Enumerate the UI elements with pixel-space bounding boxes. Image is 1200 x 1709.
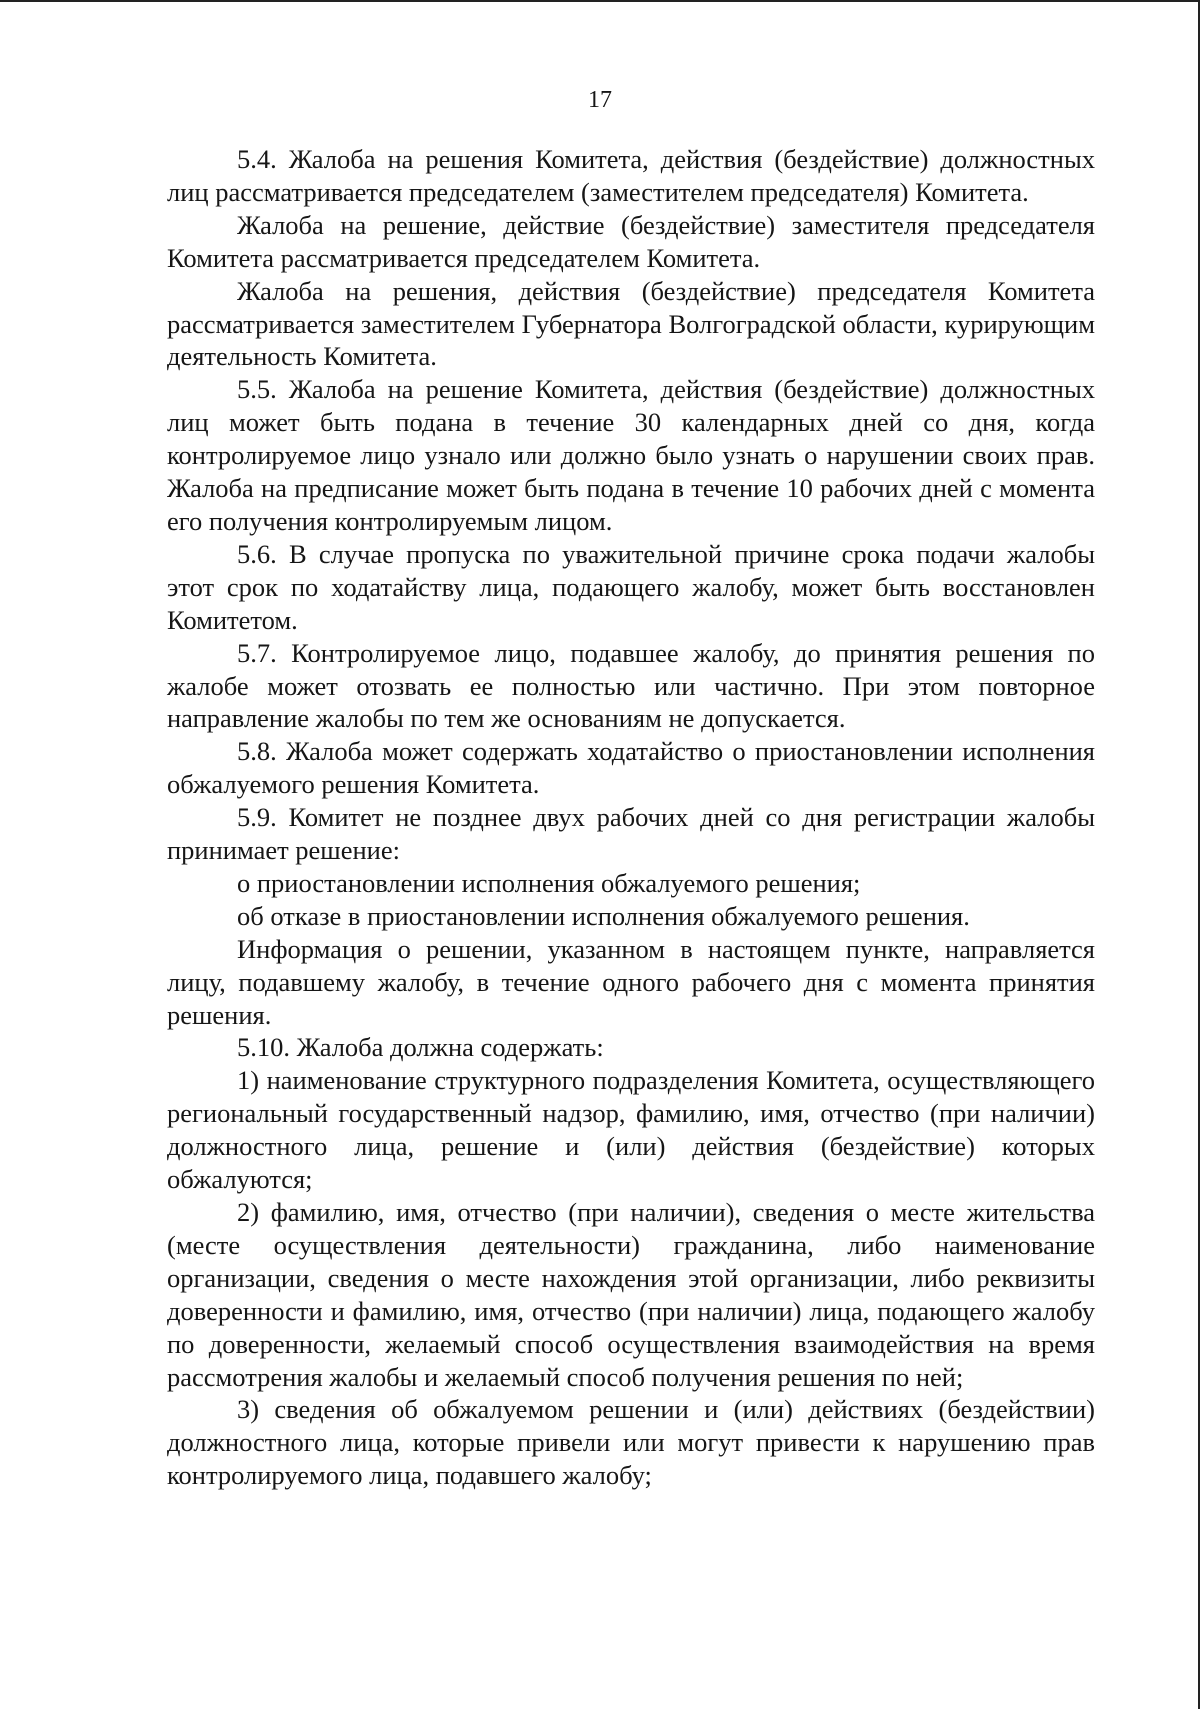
page-number: 17 — [588, 87, 612, 113]
paragraph-5-9-option-suspend: о приостановлении исполнения обжалуемого решения; — [237, 867, 861, 898]
paragraph-5-6: 5.6. В случае пропуска по уважительной причине срока подачи жалобы этот срок по ходатайству лица, подающего жалобу, может быть восстановлен Комитетом. — [167, 538, 1095, 635]
paragraph-5-9-information: Информация о решении, указанном в настоящем пункте, направляется лицу, подавшему жалобу, в течение одного рабочего дня с момента принятия решения. — [167, 933, 1095, 1030]
paragraph-5-4-chairman: Жалоба на решения, действия (бездействие) председателя Комитета рассматривается заместителем Губернатора Волгоградской области, курирующим деятельность Комитета. — [167, 275, 1095, 372]
paragraph-5-10-item-2: 2) фамилию, имя, отчество (при наличии), сведения о месте жительства (месте осуществления деятельности) гражданина, либо наименование организации, сведения о месте нахождения этой организации, либо реквизиты доверенности и фамилию, имя, отчество (при наличии) лица, подающего жалобу по доверенности, желаемый способ осуществления взаимодействия на время рассмотрения жалобы и желаемый способ получения решения по ней; — [167, 1197, 1095, 1392]
scan-edge-top — [0, 0, 1200, 2]
document-body — [167, 143, 1095, 1492]
paragraph-5-10-item-3: 3) сведения об обжалуемом решении и (или) действиях (бездействии) должностного лица, которые привели или могут привести к нарушению прав контролируемого лица, подавшего жалобу; — [167, 1394, 1095, 1491]
paragraph-5-7: 5.7. Контролируемое лицо, подавшее жалобу, до принятия решения по жалобе может отозвать ее полностью или частично. При этом повторное направление жалобы по тем же основаниям не допускается. — [167, 637, 1095, 734]
paragraph-5-8: 5.8. Жалоба может содержать ходатайство о приостановлении исполнения обжалуемого решения Комитета. — [167, 736, 1095, 800]
paragraph-5-9: 5.9. Комитет не позднее двух рабочих дней со дня регистрации жалобы принимает решение: — [167, 802, 1095, 866]
paragraph-5-9-option-refuse: об отказе в приостановлении исполнения обжалуемого решения. — [237, 900, 970, 931]
paragraph-5-4-deputy: Жалоба на решение, действие (бездействие) заместителя председателя Комитета рассматривается председателем Комитета. — [167, 209, 1095, 273]
paragraph-5-4: 5.4. Жалоба на решения Комитета, действия (бездействие) должностных лиц рассматривается председателем (заместителем председателя) Комитета. — [167, 144, 1095, 207]
paragraph-5-10-item-1: 1) наименование структурного подразделения Комитета, осуществляющего региональный государственный надзор, фамилию, имя, отчество (при наличии) должностного лица, решение и (или) действия (бездействие) которых обжалуются; — [167, 1065, 1095, 1195]
paragraph-5-5: 5.5. Жалоба на решение Комитета, действия (бездействие) должностных лиц может быть подана в течение 30 календарных дней со дня, когда контролируемое лицо узнало или должно было узнать о нарушении своих прав. Жалоба на предписание может быть подана в течение 10 рабочих дней с момента его получения контролируемым лицом. — [167, 374, 1095, 536]
paragraph-5-10: 5.10. Жалоба должна содержать: — [237, 1032, 604, 1063]
